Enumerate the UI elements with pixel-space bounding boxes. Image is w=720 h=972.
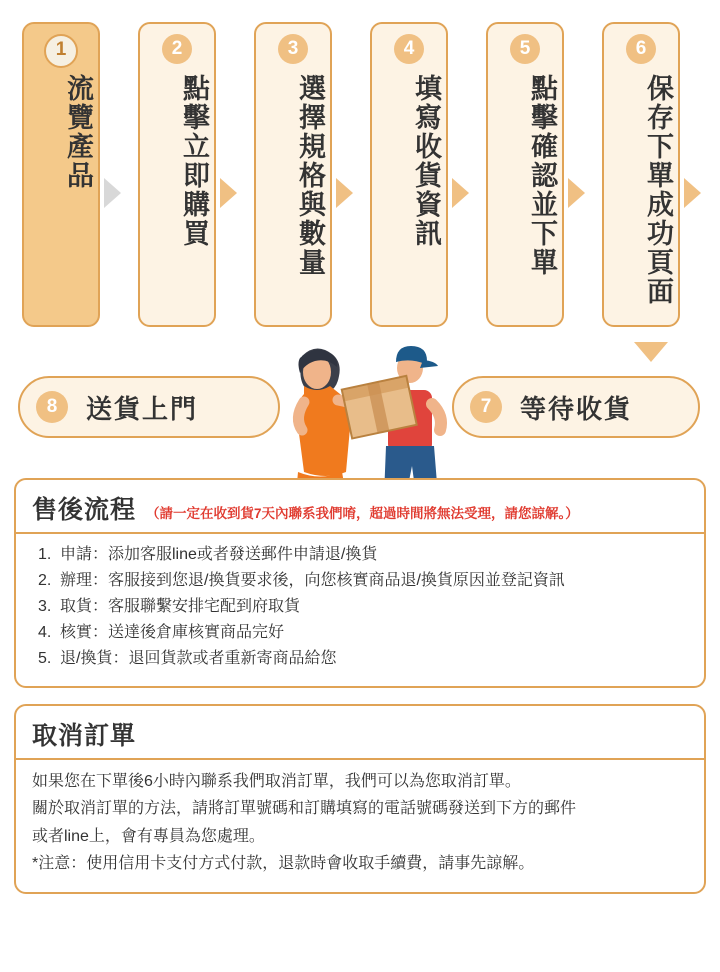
cancel-order-paragraph: *注意：使用信用卡支付方式付款，退款時會收取手續費，請事先諒解。 xyxy=(32,855,535,873)
after-sales-card xyxy=(14,478,706,688)
flow-step-1-label: 流覽產品 xyxy=(63,74,93,190)
list-item: 核實：送達後倉庫核實商品完好 xyxy=(60,623,285,641)
flow-step-2-badge: 2 xyxy=(162,34,192,64)
flow-step-5-label: 點擊確認並下單 xyxy=(527,74,557,277)
flow-arrow-4-icon xyxy=(452,178,469,208)
flow-arrow-down-icon xyxy=(634,342,668,362)
flow-step-1 xyxy=(22,22,100,327)
cancel-order-divider xyxy=(16,758,704,760)
delivery-step-8 xyxy=(18,376,280,438)
flow-step-3 xyxy=(254,22,332,327)
after-sales-steps xyxy=(32,542,688,672)
flow-step-6-badge: 6 xyxy=(626,34,656,64)
flow-step-6 xyxy=(602,22,680,327)
list-item: 辦理：客服接到您退/換貨要求後，向您核實商品退/換貨原因並登記資訊 xyxy=(60,571,565,589)
after-sales-header xyxy=(32,490,688,526)
list-item: 退/換貨：退回貨款或者重新寄商品給您 xyxy=(60,649,337,667)
list-item: 申請：添加客服line或者發送郵件申請退/換貨 xyxy=(60,546,378,563)
flow-step-4-badge: 4 xyxy=(394,34,424,64)
delivery-step-7-badge: 7 xyxy=(470,391,502,423)
flow-arrow-6-icon xyxy=(684,178,701,208)
cancel-order-title: 取消訂單 xyxy=(32,721,137,750)
cancel-order-card xyxy=(14,704,706,894)
flow-step-2-label: 點擊立即購買 xyxy=(179,74,209,248)
cancel-order-paragraph: 如果您在下單後6小時內聯系我們取消訂單，我們可以為您取消訂單。 xyxy=(32,772,521,790)
cancel-order-paragraph: 關於取消訂單的方法，請將訂單號碼和訂購填寫的電話號碼發送到下方的郵件 xyxy=(32,800,577,818)
list-item: 取貨：客服聯繫安排宅配到府取貨 xyxy=(60,597,301,615)
flow-step-1-badge: 1 xyxy=(44,34,78,68)
cancel-order-paragraph: 或者line上，會有專員為您處理。 xyxy=(32,827,265,845)
delivery-step-8-badge: 8 xyxy=(36,391,68,423)
flow-arrow-1-icon xyxy=(104,178,121,208)
delivery-step-7 xyxy=(452,376,700,438)
after-sales-divider xyxy=(16,532,704,534)
cancel-order-header xyxy=(32,716,688,752)
flow-step-4-label: 填寫收貨資訊 xyxy=(411,74,441,248)
flow-arrow-2-icon xyxy=(220,178,237,208)
flow-step-4 xyxy=(370,22,448,327)
flow-arrow-5-icon xyxy=(568,178,585,208)
after-sales-note: （請一定在收到貨7天內聯系我們唷，超過時間將無法受理，請您諒解。） xyxy=(146,506,579,521)
flow-step-3-badge: 3 xyxy=(278,34,308,64)
flow-arrow-3-icon xyxy=(336,178,353,208)
flow-step-5-badge: 5 xyxy=(510,34,540,64)
order-flow-diagram xyxy=(0,8,720,338)
flow-step-2 xyxy=(138,22,216,327)
flow-step-3-label: 選擇規格與數量 xyxy=(295,74,325,277)
delivery-step-7-label: 等待收貨 xyxy=(520,393,633,424)
after-sales-title: 售後流程 xyxy=(32,496,137,524)
flow-step-5 xyxy=(486,22,564,327)
flow-step-6-label: 保存下單成功頁面 xyxy=(643,74,673,306)
delivery-step-8-label: 送貨上門 xyxy=(86,393,199,424)
